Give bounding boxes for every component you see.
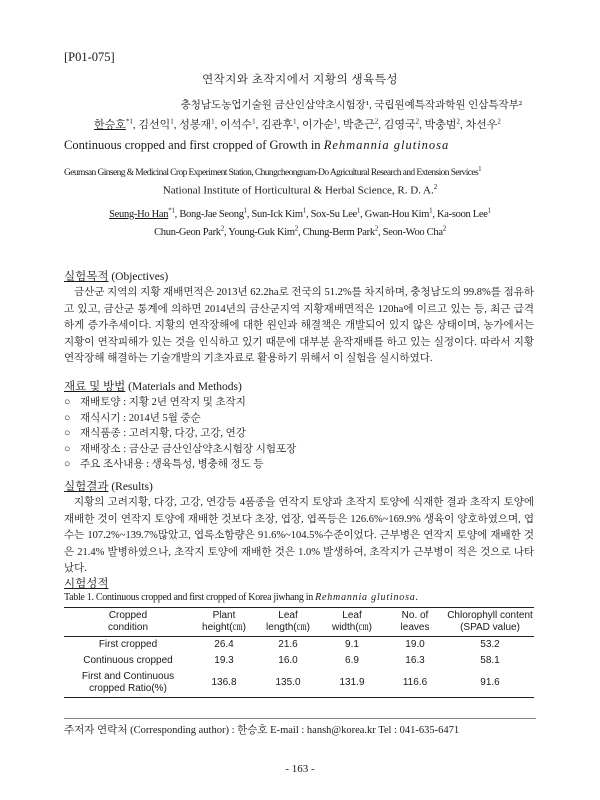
poster-code: [P01-075] (64, 50, 115, 64)
author-name: 차선우 (465, 119, 498, 131)
corresponding-author: 주저자 연락처 (Corresponding author) : 한승호 E-mail : hansh@korea.kr Tel : 041-635-6471 (64, 725, 460, 736)
author: 김관후$^1$, (261, 117, 302, 131)
author-name: 이석수 (220, 119, 253, 131)
author-affiliation-marker: 2 (374, 117, 379, 126)
author-name: 박충범 (424, 119, 457, 131)
table-row (64, 669, 534, 698)
author-name: Sox-Su Lee (310, 208, 357, 220)
table-row (64, 653, 534, 669)
english-affiliation-2 (0, 183, 600, 197)
table-cell: 58.1 (480, 655, 500, 666)
author: Young-Guk Kim$^2$, (228, 224, 303, 238)
author-affiliation-marker: 1 (170, 117, 174, 126)
author-affiliation-marker: 2 (497, 117, 501, 126)
author-affiliation-marker: 2 (294, 224, 298, 232)
author-affiliation-marker: 1 (292, 117, 297, 126)
author-name: Young-Guk Kim (228, 226, 295, 238)
english-authors-line-1 (0, 206, 600, 220)
table-cell: 21.6 (278, 639, 298, 650)
row-label (64, 669, 192, 698)
methods-item (64, 457, 534, 473)
bullet-marker: ○ (64, 412, 71, 424)
author: Sox-Su Lee$^1$, (310, 206, 365, 220)
bullet-marker: ○ (64, 397, 71, 408)
english-title-text: Continuous cropped and first cropped of Growth in (64, 138, 321, 152)
author: Gwan-Hou Kim$^1$, (364, 206, 437, 220)
author-affiliation-marker: 1 (211, 117, 215, 126)
header-line: width(㎝) (331, 622, 372, 633)
author-name: 김관후 (261, 119, 293, 131)
table-cell: 19.0 (405, 639, 425, 650)
table-header-row (64, 608, 534, 637)
results-heading-kr: 실험결과 (64, 481, 109, 493)
methods-item-text: 재식품종 : 고려지황, 다강, 고강, 연강 (80, 428, 246, 439)
methods-list (64, 395, 534, 473)
english-affiliation-1-text: Geumsan Ginseng & Medicinal Crop Experiment Station, Chungcheongnam-Do Agricultural Research and Extension Services (64, 168, 479, 179)
author-name: 박춘근 (342, 119, 375, 131)
table-row (64, 637, 534, 654)
table-cell: 131.9 (339, 677, 365, 688)
author-name: 이가순 (301, 119, 334, 131)
author-name: 김선익 (138, 119, 171, 131)
table-cell: 16.0 (278, 655, 298, 666)
results-heading (64, 478, 153, 494)
row-label-line: First and Continuous (81, 671, 175, 682)
table-cell: 16.3 (405, 655, 425, 666)
table-cell: 53.2 (480, 639, 500, 650)
affiliation-2-marker: 2 (433, 183, 438, 191)
author: 성봉재$^1$, (179, 117, 221, 131)
table-cell: 116.6 (402, 677, 428, 688)
methods-item-text: 재식시기 : 2014년 5월 중순 (80, 412, 201, 424)
figures-heading (64, 575, 108, 591)
author: Sun-Ick Kim$^1$, (251, 206, 311, 220)
results-heading-en: (Results) (111, 481, 153, 493)
author-affiliation-marker: 2 (442, 224, 446, 232)
row-label: First cropped (98, 639, 158, 650)
footer-divider (64, 718, 536, 719)
author-affiliation-marker: 1 (487, 206, 491, 214)
author (382, 224, 446, 238)
header-line: Leaf (342, 610, 362, 621)
author: 이가순$^1$, (301, 117, 343, 131)
author-name: Sun-Ick Kim (251, 208, 303, 220)
results-paragraph (64, 495, 534, 578)
author-affiliation-marker: 1 (243, 206, 247, 214)
methods-item-text: 재배토양 : 지황 2년 연작지 및 초작지 (80, 397, 246, 408)
row-label: Continuous cropped (83, 655, 173, 666)
methods-item-text: 주요 조사내용 : 생육특성, 병충해 정도 등 (80, 459, 264, 470)
author: 한승호$^{*1}$, (94, 117, 139, 131)
author-name: Gwan-Hou Kim (364, 208, 430, 220)
author-affiliation-marker: 1 (333, 117, 338, 126)
author: 박춘근$^2$, (342, 117, 384, 131)
author: 이석수$^1$, (220, 117, 262, 131)
author-name: 김영국 (383, 119, 416, 131)
col-header-leaf-width (320, 608, 384, 637)
author-name: Chun-Geon Park (154, 226, 221, 238)
objectives-heading-kr: 실험목적 (64, 271, 109, 283)
english-affiliation-2-text: National Institute of Horticultural & Herbal Science, R. D. A. (162, 184, 434, 197)
results-text: 지황의 고려지황, 다강, 고강, 연강등 4품종을 연작지 토양과 초작지 토양에 식재한 결과 초작지 토양에 재배한 것이 연작지 토양에 재배한 것보다 초장, 엽장, 엽폭등은 126.6%~169.9% 생육이 양호하였으며, 엽수는 107.2%~139.7%많았고, 엽록소함량은 91.6%~104.5%수준이었다. 근부병은 연작지 토양에 재배한 것은 21.4% 발병하였으나, 초작지 토양에 재배한 것은 1.0% 발생하여, 초작지가 근부병이 적은 것으로 나타났다. (64, 497, 534, 574)
header-line: Leaf (278, 610, 298, 621)
results-table (64, 607, 534, 698)
author-affiliation-marker: 2 (220, 224, 224, 232)
author: 박충범$^2$, (424, 117, 466, 131)
english-authors-line-2 (0, 224, 600, 238)
english-title (64, 138, 540, 153)
author-affiliation-marker: 2 (415, 117, 420, 126)
author-name: Chung-Berm Park (302, 226, 375, 238)
table-cell: 135.0 (275, 677, 301, 688)
korean-affiliation: 충청남도농업기술원 금산인삼약초시험장¹, 국립원예특작과학원 인삼특작부² (180, 100, 522, 111)
author-name: Seung-Ho Han (109, 208, 169, 220)
english-title-species: Rehmannia glutinosa (323, 138, 450, 152)
row-label-line: cropped Ratio(%) (89, 683, 167, 694)
table-caption-text: Table 1. Continuous cropped and first cropped of Korea jiwhang in (64, 592, 313, 603)
affiliation-1-marker: 1 (478, 165, 481, 173)
methods-item-text: 재배장소 : 금산군 금산인삼약초시험장 시험포장 (80, 443, 297, 455)
table-cell: 9.1 (345, 639, 359, 650)
header-line: leaves (400, 622, 430, 633)
author: Chun-Geon Park$^2$, (154, 224, 229, 238)
header-line: Plant (212, 610, 236, 621)
table-cell: 6.9 (345, 655, 359, 666)
table-caption (64, 592, 540, 603)
methods-item (64, 426, 534, 442)
author-affiliation-marker: 1 (252, 117, 256, 126)
bullet-marker: ○ (64, 443, 71, 455)
table-caption-species: Rehmannia glutinosa. (315, 592, 419, 603)
objectives-heading-en: (Objectives) (111, 271, 169, 283)
figures-heading-kr: 시험성적 (64, 578, 109, 590)
author-affiliation-marker: *1 (125, 117, 133, 126)
methods-item (64, 411, 534, 427)
author-name: 성봉재 (179, 119, 212, 131)
page-number: - 163 - (285, 763, 315, 775)
author (466, 119, 501, 131)
author-affiliation-marker: *1 (168, 206, 175, 214)
header-line: No. of (401, 610, 429, 621)
methods-heading-kr: 재료 및 방법 (64, 381, 126, 393)
table-cell: 26.4 (214, 639, 234, 650)
author-affiliation-marker: 1 (302, 206, 306, 214)
methods-heading-en: (Materials and Methods) (128, 381, 242, 393)
methods-heading (64, 378, 242, 394)
korean-title: 연작지와 초작지에서 지황의 생육특성 (202, 74, 398, 86)
author-affiliation-marker: 1 (356, 206, 361, 214)
author-affiliation-marker: 2 (456, 117, 461, 126)
table-cell: 136.8 (211, 677, 237, 688)
author (437, 206, 491, 220)
author-name: Ka-soon Lee (437, 208, 488, 220)
author: 김영국$^2$, (383, 117, 425, 131)
author-name: Seon-Woo Cha (382, 226, 443, 238)
methods-item (64, 442, 534, 458)
objectives-paragraph (64, 285, 534, 368)
header-line: (SPAD value) (460, 622, 520, 633)
col-header-leaf-count (384, 608, 446, 637)
author-name: Bong-Jae Seong (179, 208, 244, 220)
col-header-leaf-length (256, 608, 320, 637)
methods-item (64, 395, 534, 411)
objectives-heading (64, 268, 168, 284)
header-line: Cropped (108, 610, 148, 621)
header-line: condition (107, 622, 149, 633)
author: Bong-Jae Seong$^1$, (179, 206, 252, 220)
author-affiliation-marker: 1 (429, 206, 433, 214)
table-cell: 91.6 (480, 677, 500, 688)
header-line: height(㎝) (202, 622, 246, 633)
header-line: Chlorophyll content (447, 610, 533, 621)
col-header-plant-height (192, 608, 256, 637)
objectives-text: 금산군 지역의 지황 재배면적은 2013년 62.2ha로 전국의 51.2%를 차지하며, 충청남도의 99.8%를 점유하고 있고, 금산군 통계에 의하면 2014년의 금산군지역 지황재배면적은 120ha에 이르고 있는 등, 최근 급격하게 증가추세이다. 지황의 연작장해에 대한 원인과 해결책은 개발되어 있지 않은 상태이며, 농가에서는 지황이 연작피해가 있는 것을 인식하고 있기 때문에 대부분 윤작재배를 하고 있는 실정이다. 따라서 지황 연작장해 해결하는 기술개발의 기초자료로 활용하기 위해서 이 실험을 실시하였다. (64, 287, 534, 364)
author-name: 한승호 (94, 119, 126, 131)
author: Chung-Berm Park$^2$, (302, 224, 383, 238)
author-affiliation-marker: 2 (374, 224, 379, 232)
col-header-condition (64, 608, 192, 637)
header-line: length(㎝) (266, 622, 310, 633)
english-affiliation-1 (64, 165, 539, 178)
bullet-marker: ○ (64, 428, 71, 439)
author: Seung-Ho Han$^{*1}$, (109, 206, 180, 220)
table-cell: 19.3 (214, 655, 234, 666)
author: 김선익$^1$, (138, 117, 180, 131)
korean-authors (94, 116, 501, 132)
col-header-chlorophyll (446, 608, 534, 637)
bullet-marker: ○ (64, 459, 71, 470)
